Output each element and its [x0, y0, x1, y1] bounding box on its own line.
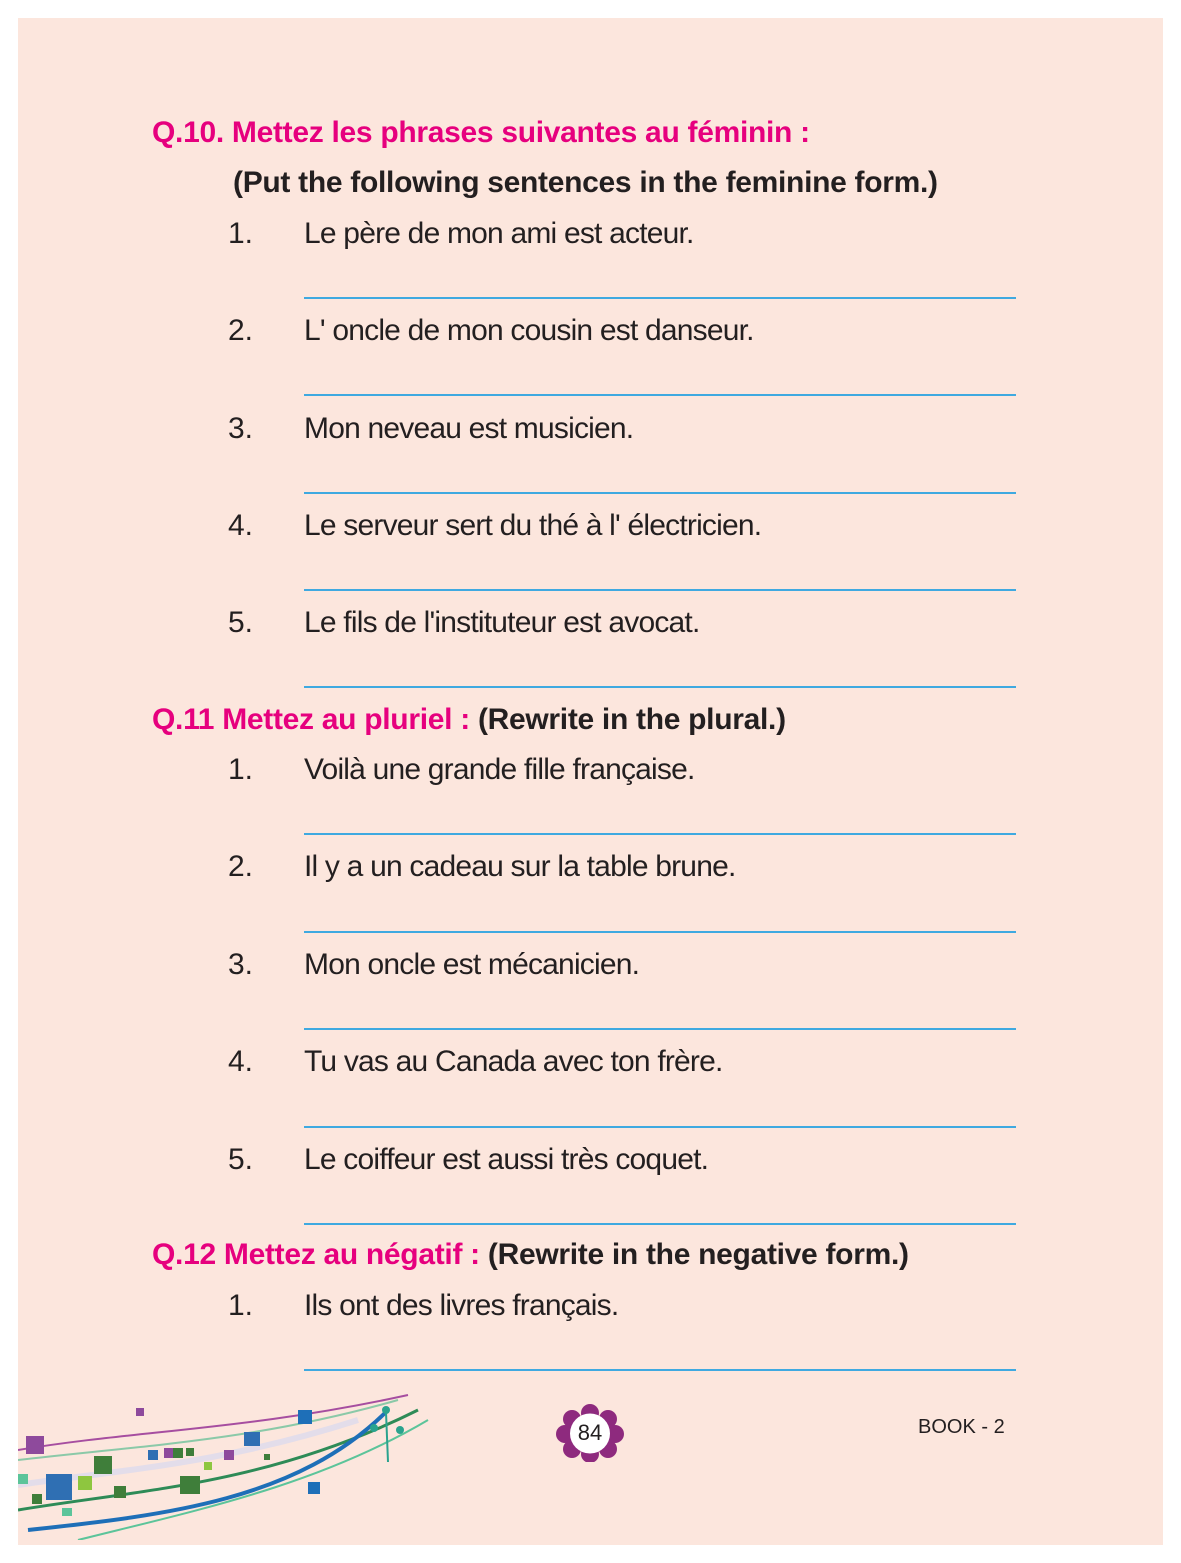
q10-item-1-number: 1. [228, 217, 254, 250]
q10-item-4-answer-line[interactable] [304, 589, 1016, 591]
q11-item-1-number: 1. [228, 753, 254, 786]
q11-item-4-answer-line[interactable] [304, 1126, 1016, 1128]
q11-item-1-answer-line[interactable] [304, 833, 1016, 835]
q11-item-2-text: Il y a un cadeau sur la table brune. [304, 850, 736, 883]
q12-title: Q.12 Mettez au négatif : [152, 1238, 480, 1271]
q11-item-2-answer-line[interactable] [304, 931, 1016, 933]
q12-item-1-text: Ils ont des livres français. [304, 1289, 619, 1322]
decorative-swoosh [18, 1390, 438, 1540]
q11-item-3-text: Mon oncle est mécanicien. [304, 948, 640, 981]
q11-item-5-number: 5. [228, 1143, 254, 1176]
q11-item-4-number: 4. [228, 1045, 254, 1078]
page-number: 84 [577, 1420, 603, 1445]
q10-item-2-answer-line[interactable] [304, 394, 1016, 396]
q12-item-1-answer-line[interactable] [304, 1369, 1016, 1371]
q10-item-1-answer-line[interactable] [304, 297, 1016, 299]
q10-title: Q.10. Mettez les phrases suivantes au féminin : [152, 116, 810, 149]
q11-title: Q.11 Mettez au pluriel : [152, 703, 470, 736]
q10-item-4-number: 4. [228, 509, 254, 542]
q11-item-4-text: Tu vas au Canada avec ton frère. [304, 1045, 723, 1078]
q10-item-3-answer-line[interactable] [304, 492, 1016, 494]
q10-item-4-text: Le serveur sert du thé à l' électricien. [304, 509, 762, 542]
q11-item-2-number: 2. [228, 850, 254, 883]
q12-title-english: (Rewrite in the negative form.) [487, 1238, 909, 1271]
q10-item-5-number: 5. [228, 606, 254, 639]
q11-item-5-answer-line[interactable] [304, 1223, 1016, 1225]
q11-item-3-number: 3. [228, 948, 254, 981]
q11-item-1-text: Voilà une grande fille française. [304, 753, 695, 786]
q10-item-5-text: Le fils de l'instituteur est avocat. [304, 606, 700, 639]
q11-title-row [152, 703, 786, 737]
q10-item-3-text: Mon neveau est musicien. [304, 412, 634, 445]
q11-title-english: (Rewrite in the plural.) [477, 703, 786, 736]
page-number-badge [553, 1404, 627, 1462]
q12-item-1-number: 1. [228, 1289, 254, 1322]
book-label: BOOK - 2 [918, 1416, 1005, 1438]
q10-item-5-answer-line[interactable] [304, 686, 1016, 688]
q11-item-5-text: Le coiffeur est aussi très coquet. [304, 1143, 709, 1176]
q10-item-1-text: Le père de mon ami est acteur. [304, 217, 694, 250]
q10-subtitle: (Put the following sentences in the feminine form.) [233, 166, 938, 199]
q12-title-row [152, 1238, 909, 1272]
q10-item-3-number: 3. [228, 412, 254, 445]
q10-item-2-text: L' oncle de mon cousin est danseur. [304, 314, 754, 347]
q11-item-3-answer-line[interactable] [304, 1028, 1016, 1030]
q10-item-2-number: 2. [228, 314, 254, 347]
